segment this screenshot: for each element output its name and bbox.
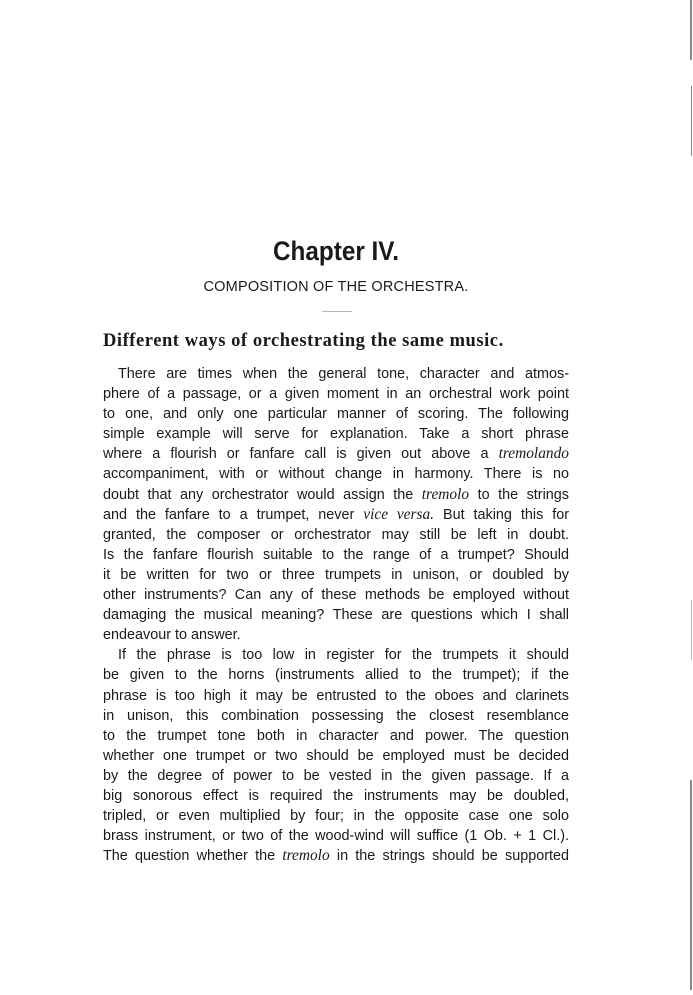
text-line: Is the fanfare flourish suitable to the range of a trumpet? Should [103,546,569,563]
text-run: The question whether the [103,848,276,865]
chapter-title: Chapter IV. [272,236,400,266]
body-text [103,364,569,866]
scan-edge-mark [691,86,692,156]
scan-edge-mark [690,0,692,60]
italic-term: tremolo [282,847,330,865]
text-run: and the fanfare to a trumpet, never [103,506,355,523]
italic-term: tremolo [421,485,470,503]
text-line: accompaniment, with or without change in harmony. There is no [103,466,569,483]
text-line: endeavour to answer. [103,627,241,644]
text-line: granted, the composer or orchestrator may still be left in doubt. [103,526,569,543]
text-line: to the trumpet tone both in character and power. The question [103,727,569,744]
text-line: If the phrase is too low in register for the trumpets it should [118,647,569,664]
text-line: it be written for two or three trumpets in unison, or doubled by [103,566,569,583]
text-line: simple example will serve for explanation. Take a short phrase [103,426,569,443]
text-run: doubt that any orchestrator would assign the [103,486,414,503]
text-line: damaging the musical meaning? These are questions which I shall [103,607,569,624]
text-line [103,505,569,525]
text-line: big sonorous effect is required the instruments may be doubled, [103,787,569,804]
text-line: other instruments? Can any of these methods be employed without [103,587,569,604]
italic-term: vice versa. [363,505,435,523]
text-line: phere of a passage, or a given moment in an orchestral work point [103,386,569,403]
text-line [103,444,569,464]
scan-edge-mark [691,600,692,660]
text-line [103,485,569,505]
text-line: to one, and only one particular manner of scoring. The following [103,406,569,423]
text-run: in the strings should be supported [336,848,570,865]
text-line [103,846,569,866]
chapter-subtitle: COMPOSITION OF THE ORCHESTRA. [203,279,469,295]
scan-edge-mark [690,780,692,990]
text-line: phrase is too high it may be entrusted to the oboes and clarinets [103,687,569,704]
text-run: where a flourish or fanfare call is given out above a [103,446,489,463]
text-line: be given to the horns (instruments allied to the trumpet); if the [103,667,569,684]
text-line: whether one trumpet or two should be employed must be decided [103,747,569,764]
text-line: tripled, or even multiplied by four; in the opposite case one solo [103,808,569,825]
divider-rule [322,311,352,312]
text-line: by the degree of power to be vested in the given passage. If a [103,767,569,784]
section-heading: Different ways of orchestrating the same music. [103,331,504,351]
text-run: to the strings [477,486,570,503]
italic-term: tremolando [498,445,569,463]
text-line: There are times when the general tone, character and atmos- [118,366,569,382]
text-run: But taking this for [442,506,570,523]
text-line: brass instrument, or two of the wood-wind will suffice (1 Ob. + 1 Cl.). [103,828,569,845]
text-line: in unison, this combination possessing the closest resemblance [103,707,569,724]
